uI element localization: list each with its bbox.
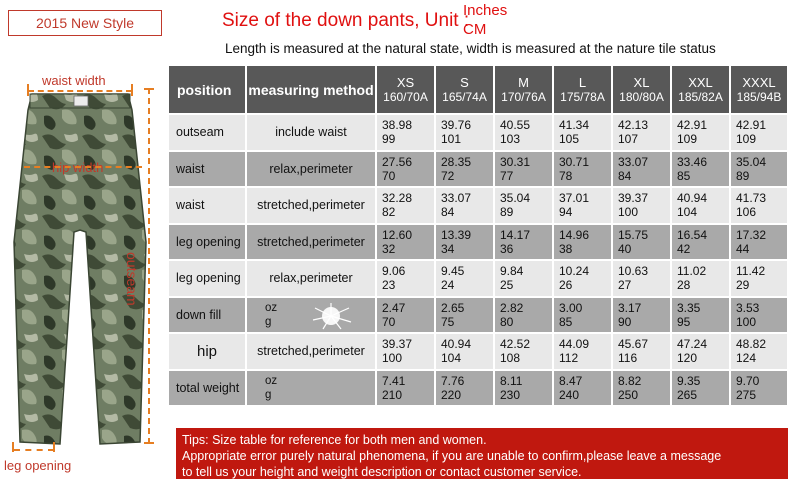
row-method: stretched,perimeter: [246, 224, 376, 261]
value-cm: 100: [382, 351, 403, 366]
size-value-cell: [435, 114, 494, 151]
size-value-cell: [376, 297, 435, 334]
tips-line: Appropriate error purely natural phenomena, if you are unable to confirm,please leave a message: [182, 449, 722, 463]
size-value-cell: [671, 333, 730, 370]
value-inches: 2.82: [500, 300, 524, 315]
value-cm: 124: [736, 351, 757, 366]
value-inches: 40.55: [500, 118, 531, 133]
value-inches: 8.11: [500, 373, 523, 388]
value-inches: 44.09: [559, 337, 590, 352]
size-value-cell: [553, 151, 612, 188]
value-cm: 90: [618, 314, 632, 329]
row-position: hip: [168, 333, 246, 370]
size-value-cell: [612, 187, 671, 224]
value-inches: 42.91: [677, 118, 708, 133]
value-inches: 2.65: [441, 300, 465, 315]
table-row: [168, 114, 788, 151]
header-position: position: [168, 65, 246, 114]
size-value-cell: [612, 260, 671, 297]
value-inches: 3.17: [618, 300, 642, 315]
row-method: include waist: [246, 114, 376, 151]
value-inches: 35.04: [500, 191, 531, 206]
size-value-cell: [494, 187, 553, 224]
value-inches: 9.84: [500, 264, 524, 279]
outseam-line: [148, 88, 150, 444]
leg-tick-left: [12, 442, 14, 452]
unit-cm: CM: [463, 21, 487, 38]
size-value-cell: [494, 151, 553, 188]
unit-oz: oz: [265, 374, 278, 387]
size-value-cell: [612, 333, 671, 370]
size-value-cell: [435, 260, 494, 297]
value-inches: 13.39: [441, 227, 472, 242]
unit-oz: oz: [265, 301, 278, 314]
size-value-cell: [730, 297, 788, 334]
size-value-cell: [671, 370, 730, 407]
value-inches: 3.35: [677, 300, 701, 315]
size-value-cell: [435, 370, 494, 407]
value-inches: 33.07: [441, 191, 472, 206]
header-method: measuring method: [246, 65, 376, 114]
size-value-cell: [730, 114, 788, 151]
value-inches: 17.32: [736, 227, 767, 242]
value-inches: 9.45: [441, 264, 465, 279]
size-value-cell: [553, 370, 612, 407]
value-inches: 9.70: [736, 373, 760, 388]
value-cm: 44: [736, 241, 750, 256]
value-inches: 15.75: [618, 227, 649, 242]
value-cm: 99: [382, 132, 396, 147]
value-cm: 70: [382, 168, 396, 183]
row-position: down fill: [168, 297, 246, 334]
size-value-cell: [730, 224, 788, 261]
unit-g: g: [265, 315, 272, 328]
row-position: waist: [168, 187, 246, 224]
size-value-cell: [553, 224, 612, 261]
header-size: XL 180/80A: [612, 65, 671, 114]
value-cm: 108: [500, 351, 521, 366]
value-cm: 100: [736, 314, 757, 329]
value-cm: 230: [500, 387, 521, 402]
down-feather-icon: [309, 302, 353, 330]
size-value-cell: [671, 187, 730, 224]
value-cm: 27: [618, 278, 632, 293]
value-inches: 28.35: [441, 154, 472, 169]
size-value-cell: [435, 151, 494, 188]
value-inches: 9.06: [382, 264, 406, 279]
leg-tick-right: [53, 442, 55, 452]
waist-width-label: waist width: [42, 73, 106, 88]
row-position: leg opening: [168, 224, 246, 261]
header-size: XS 160/70A: [376, 65, 435, 114]
row-method: relax,perimeter: [246, 151, 376, 188]
value-cm: 40: [618, 241, 632, 256]
size-value-cell: [671, 297, 730, 334]
row-method: [246, 297, 376, 334]
row-method: stretched,perimeter: [246, 333, 376, 370]
unit-inches: Inches: [463, 2, 508, 19]
row-position: outseam: [168, 114, 246, 151]
value-cm: 103: [500, 132, 521, 147]
row-method: [246, 370, 376, 407]
size-value-cell: [730, 187, 788, 224]
size-value-cell: [494, 260, 553, 297]
size-value-cell: [376, 333, 435, 370]
value-inches: 32.28: [382, 191, 413, 206]
value-cm: 210: [382, 387, 403, 402]
size-value-cell: [494, 297, 553, 334]
value-cm: 82: [382, 205, 396, 220]
size-value-cell: [435, 297, 494, 334]
value-inches: 35.04: [736, 154, 767, 169]
value-cm: 275: [736, 387, 757, 402]
table-row: [168, 297, 788, 334]
value-inches: 38.98: [382, 118, 413, 133]
value-inches: 37.01: [559, 191, 590, 206]
table-row: [168, 333, 788, 370]
value-inches: 30.31: [500, 154, 531, 169]
size-value-cell: [612, 370, 671, 407]
value-cm: 23: [382, 278, 396, 293]
header-size: XXXL 185/94B: [730, 65, 788, 114]
table-row: [168, 187, 788, 224]
value-inches: 40.94: [677, 191, 708, 206]
value-cm: 116: [618, 351, 638, 366]
value-inches: 8.82: [618, 373, 642, 388]
value-cm: 112: [559, 351, 579, 366]
value-cm: 26: [559, 278, 573, 293]
table-row: [168, 370, 788, 407]
size-value-cell: [376, 224, 435, 261]
header-size: S 165/74A: [435, 65, 494, 114]
value-cm: 75: [441, 314, 455, 329]
value-cm: 109: [736, 132, 757, 147]
size-value-cell: [553, 187, 612, 224]
table-row: [168, 151, 788, 188]
size-value-cell: [671, 260, 730, 297]
value-inches: 39.37: [618, 191, 649, 206]
row-position: leg opening: [168, 260, 246, 297]
value-cm: 109: [677, 132, 698, 147]
value-cm: 100: [618, 205, 639, 220]
value-cm: 70: [382, 314, 396, 329]
value-inches: 11.42: [736, 264, 766, 279]
value-cm: 220: [441, 387, 462, 402]
value-cm: 84: [441, 205, 455, 220]
row-method: stretched,perimeter: [246, 187, 376, 224]
outseam-label: outseam: [124, 252, 140, 306]
value-cm: 94: [559, 205, 573, 220]
value-cm: 250: [618, 387, 639, 402]
value-inches: 41.34: [559, 118, 590, 133]
size-value-cell: [435, 333, 494, 370]
value-inches: 12.60: [382, 227, 413, 242]
size-value-cell: [376, 370, 435, 407]
value-cm: 78: [559, 168, 573, 183]
value-cm: 89: [736, 168, 750, 183]
value-inches: 39.76: [441, 118, 472, 133]
value-inches: 47.24: [677, 337, 708, 352]
value-cm: 29: [736, 278, 750, 293]
pants-figure: [0, 62, 170, 499]
value-inches: 30.71: [559, 154, 590, 169]
header-size: L 175/78A: [553, 65, 612, 114]
value-inches: 27.56: [382, 154, 413, 169]
size-value-cell: [376, 260, 435, 297]
row-position: waist: [168, 151, 246, 188]
size-value-cell: [553, 297, 612, 334]
size-value-cell: [435, 187, 494, 224]
value-inches: 16.54: [677, 227, 708, 242]
value-cm: 28: [677, 278, 691, 293]
tips-box: [176, 428, 788, 479]
leg-opening-line: [14, 449, 54, 451]
size-value-cell: [730, 333, 788, 370]
size-table: [167, 64, 789, 407]
size-value-cell: [553, 114, 612, 151]
outseam-tick-top: [144, 88, 154, 90]
value-cm: 84: [618, 168, 632, 183]
size-value-cell: [494, 370, 553, 407]
value-inches: 2.47: [382, 300, 406, 315]
size-value-cell: [612, 151, 671, 188]
unit-g: g: [265, 388, 272, 401]
table-row: [168, 224, 788, 261]
hip-width-line: [24, 166, 142, 168]
value-cm: 104: [441, 351, 462, 366]
value-inches: 33.46: [677, 154, 708, 169]
header-size: M 170/76A: [494, 65, 553, 114]
size-value-cell: [730, 151, 788, 188]
value-cm: 80: [500, 314, 514, 329]
value-cm: 85: [677, 168, 691, 183]
size-value-cell: [612, 224, 671, 261]
value-cm: 38: [559, 241, 573, 256]
value-inches: 48.82: [736, 337, 767, 352]
value-cm: 77: [500, 168, 514, 183]
value-inches: 42.52: [500, 337, 531, 352]
value-inches: 14.17: [500, 227, 531, 242]
size-value-cell: [376, 114, 435, 151]
row-position: total weight: [168, 370, 246, 407]
tips-line: to tell us your height and weight description or contact customer service.: [182, 465, 582, 479]
value-cm: 104: [677, 205, 698, 220]
value-cm: 120: [677, 351, 698, 366]
style-badge: 2015 New Style: [8, 10, 162, 36]
value-inches: 33.07: [618, 154, 649, 169]
value-cm: 36: [500, 241, 514, 256]
hip-width-label: hip width: [52, 160, 104, 175]
leg-opening-label: leg opening: [4, 458, 72, 473]
value-cm: 24: [441, 278, 455, 293]
value-inches: 10.24: [559, 264, 590, 279]
size-value-cell: [553, 333, 612, 370]
value-cm: 101: [441, 132, 462, 147]
value-cm: 265: [677, 387, 698, 402]
size-value-cell: [553, 260, 612, 297]
header-size: XXL 185/82A: [671, 65, 730, 114]
value-cm: 106: [736, 205, 757, 220]
value-inches: 14.96: [559, 227, 590, 242]
value-cm: 105: [559, 132, 580, 147]
size-value-cell: [435, 224, 494, 261]
size-value-cell: [612, 297, 671, 334]
size-value-cell: [730, 370, 788, 407]
value-inches: 3.53: [736, 300, 760, 315]
value-cm: 25: [500, 278, 514, 293]
value-inches: 9.35: [677, 373, 701, 388]
value-cm: 240: [559, 387, 580, 402]
value-cm: 85: [559, 314, 573, 329]
value-inches: 7.76: [441, 373, 465, 388]
size-value-cell: [376, 187, 435, 224]
value-inches: 3.00: [559, 300, 583, 315]
value-inches: 41.73: [736, 191, 767, 206]
value-inches: 42.13: [618, 118, 649, 133]
size-value-cell: [671, 151, 730, 188]
value-cm: 72: [441, 168, 455, 183]
value-cm: 89: [500, 205, 514, 220]
table-header-row: [168, 65, 788, 114]
value-inches: 45.67: [618, 337, 649, 352]
size-value-cell: [494, 224, 553, 261]
size-value-cell: [494, 333, 553, 370]
size-value-cell: [671, 114, 730, 151]
value-cm: 34: [441, 241, 455, 256]
value-cm: 32: [382, 241, 396, 256]
pants-illustration: [0, 92, 170, 454]
size-value-cell: [376, 151, 435, 188]
value-inches: 39.37: [382, 337, 413, 352]
outseam-tick-bottom: [144, 442, 154, 444]
size-value-cell: [494, 114, 553, 151]
value-inches: 7.41: [382, 373, 406, 388]
table-row: [168, 260, 788, 297]
value-cm: 42: [677, 241, 691, 256]
value-inches: 8.47: [559, 373, 583, 388]
value-inches: 11.02: [677, 264, 707, 279]
size-value-cell: [730, 260, 788, 297]
tips-line: Tips: Size table for reference for both men and women.: [182, 433, 487, 447]
value-inches: 40.94: [441, 337, 472, 352]
value-cm: 95: [677, 314, 691, 329]
page-title: Size of the down pants, Unit :: [222, 10, 470, 31]
size-value-cell: [671, 224, 730, 261]
size-value-cell: [612, 114, 671, 151]
value-inches: 42.91: [736, 118, 767, 133]
value-inches: 10.63: [618, 264, 649, 279]
value-cm: 107: [618, 132, 639, 147]
measurement-note: Length is measured at the natural state, width is measured at the nature tile status: [225, 41, 716, 56]
row-method: relax,perimeter: [246, 260, 376, 297]
